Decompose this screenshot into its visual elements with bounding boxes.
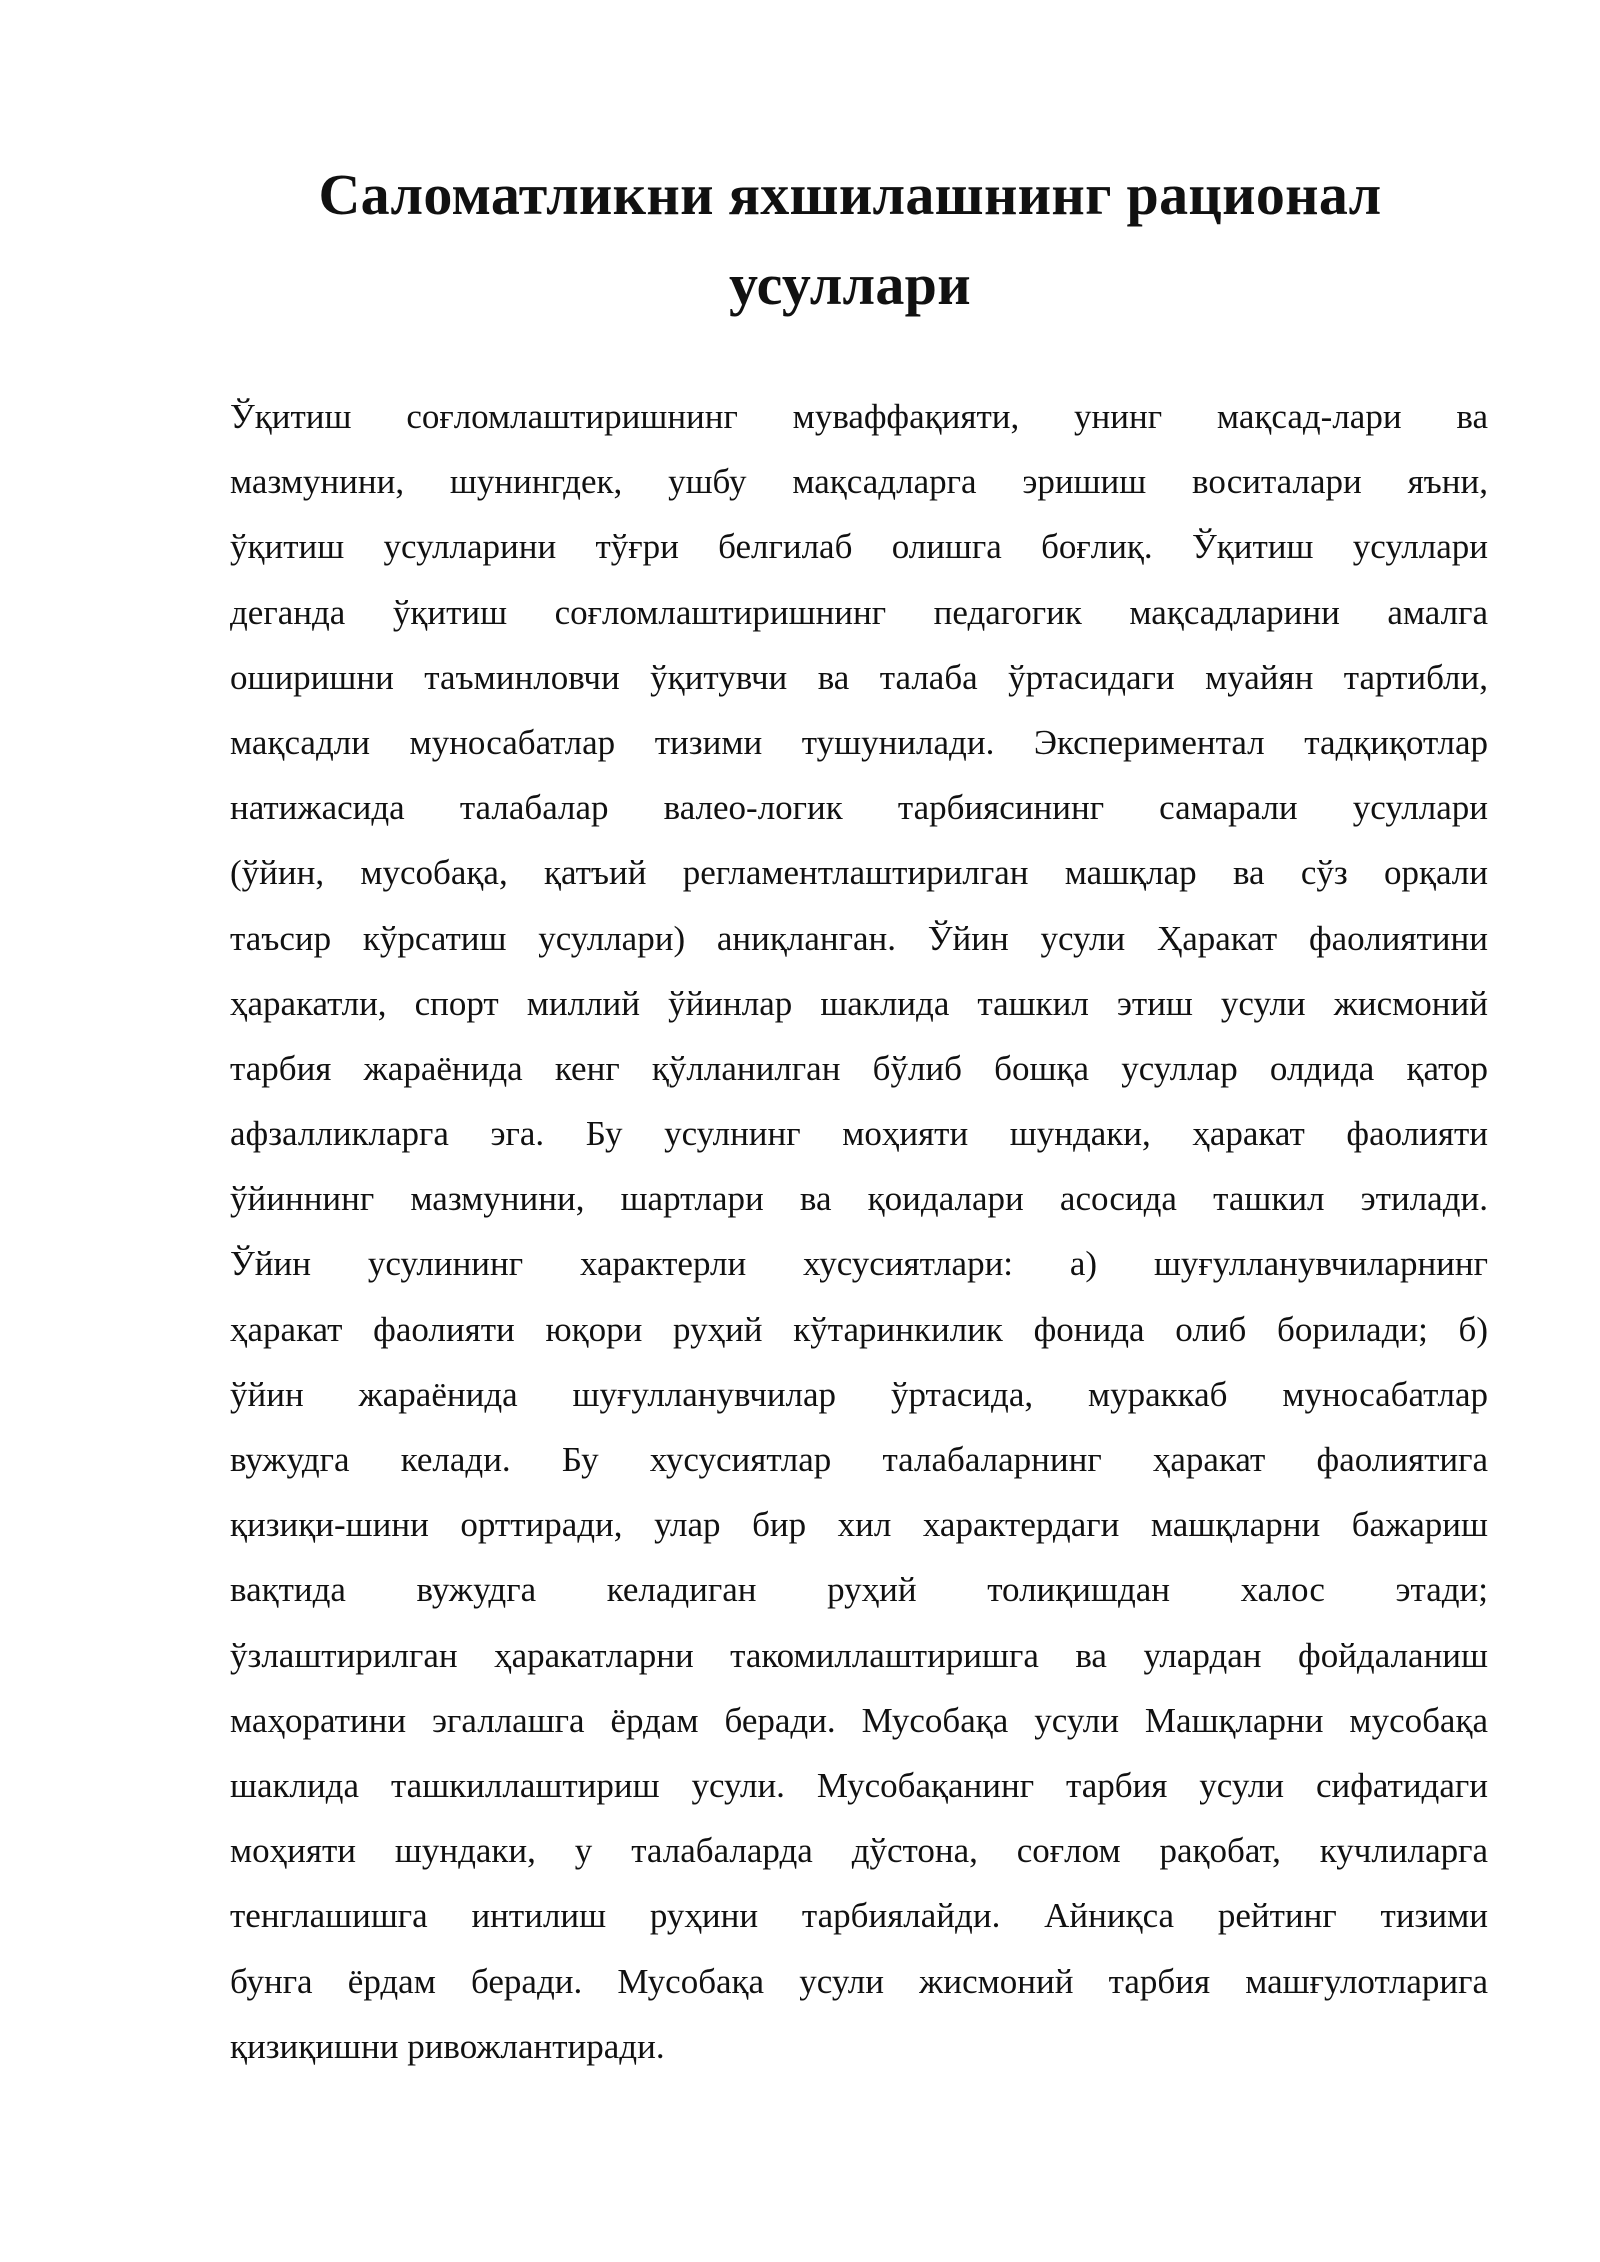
- paragraph-line: (ўйин, мусобақа, қатъий регламентлаштирилган машқлар ва сўз орқали: [230, 853, 1488, 893]
- document-title: [230, 150, 1470, 330]
- paragraph-line: оширишни таъминловчи ўқитувчи ва талаба ўртасидаги муайян тартибли,: [230, 657, 1488, 697]
- paragraph-line: вақтида вужудга келадиган руҳий толиқишдан халос этади;: [230, 1570, 1488, 1610]
- paragraph-line: ҳаракат фаолияти юқори руҳий кўтаринкилик фонида олиб борилади; б): [230, 1309, 1488, 1349]
- paragraph-line: ҳаракатли, спорт миллий ўйинлар шаклида ташкил этиш усули жисмоний: [230, 983, 1488, 1023]
- paragraph-line: ўйиннинг мазмунини, шартлари ва қоидалари асосида ташкил этилади.: [230, 1179, 1488, 1219]
- paragraph-line: бунга ёрдам беради. Мусобақа усули жисмоний тарбия машғулотларига: [230, 1961, 1488, 2001]
- paragraph-line: тарбия жараёнида кенг қўлланилган бўлиб бошқа усуллар олдида қатор: [230, 1048, 1488, 1088]
- paragraph-line: Ўқитиш соғломлаштиришнинг муваффақияти, унинг мақсад-лари ва: [230, 397, 1488, 436]
- paragraph-line: маҳоратини эгаллашга ёрдам беради. Мусобақа усули Машқларни мусобақа: [230, 1700, 1488, 1740]
- paragraph-line: мақсадли муносабатлар тизими тушунилади. Экспериментал тадқиқотлар: [230, 722, 1488, 762]
- paragraph-line: шаклида ташкиллаштириш усули. Мусобақанинг тарбия усули сифатидаги: [230, 1765, 1488, 1805]
- paragraph-line: натижасида талабалар валео-логик тарбиясининг самарали усуллари: [230, 788, 1488, 828]
- paragraph-line: таъсир кўрсатиш усуллари) аниқланган. Ўйин усули Ҳаракат фаолиятини: [230, 918, 1488, 958]
- paragraph-line: мазмунини, шунингдек, ушбу мақсадларга эришиш воситалари яъни,: [230, 462, 1488, 502]
- paragraph-line: қизиқи-шини орттиради, улар бир хил характердаги машқларни бажариш: [230, 1505, 1488, 1545]
- paragraph-line: афзалликларга эга. Бу усулнинг моҳияти шундаки, ҳаракат фаолияти: [230, 1114, 1488, 1154]
- body-paragraph: [230, 384, 1488, 2079]
- paragraph-line: моҳияти шундаки, у талабаларда дўстона, соғлом рақобат, кучлиларга: [230, 1831, 1488, 1871]
- title-line: Саломатликни яхшилашнинг рационал: [318, 162, 1382, 227]
- paragraph-line: қизиқишни ривожлантиради.: [230, 2026, 665, 2066]
- paragraph-line: тенглашишга интилиш руҳини тарбиялайди. Айниқса рейтинг тизими: [230, 1896, 1488, 1936]
- paragraph-line: деганда ўқитиш соғломлаштиришнинг педагогик мақсадларини амалга: [230, 592, 1488, 632]
- paragraph-line: ўзлаштирилган ҳаракатларни такомиллаштиришга ва улардан фойдаланиш: [230, 1635, 1488, 1675]
- paragraph-line: Ўйин усулининг характерли хусусиятлари: а) шуғулланувчиларнинг: [230, 1244, 1488, 1284]
- paragraph-line: ўқитиш усулларини тўғри белгилаб олишга боғлиқ. Ўқитиш усуллари: [230, 527, 1488, 567]
- title-line: усуллари: [729, 252, 971, 317]
- paragraph-line: ўйин жараёнида шуғулланувчилар ўртасида, мураккаб муносабатлар: [230, 1374, 1488, 1414]
- paragraph-line: вужудга келади. Бу хусусиятлар талабаларнинг ҳаракат фаолиятига: [230, 1440, 1488, 1479]
